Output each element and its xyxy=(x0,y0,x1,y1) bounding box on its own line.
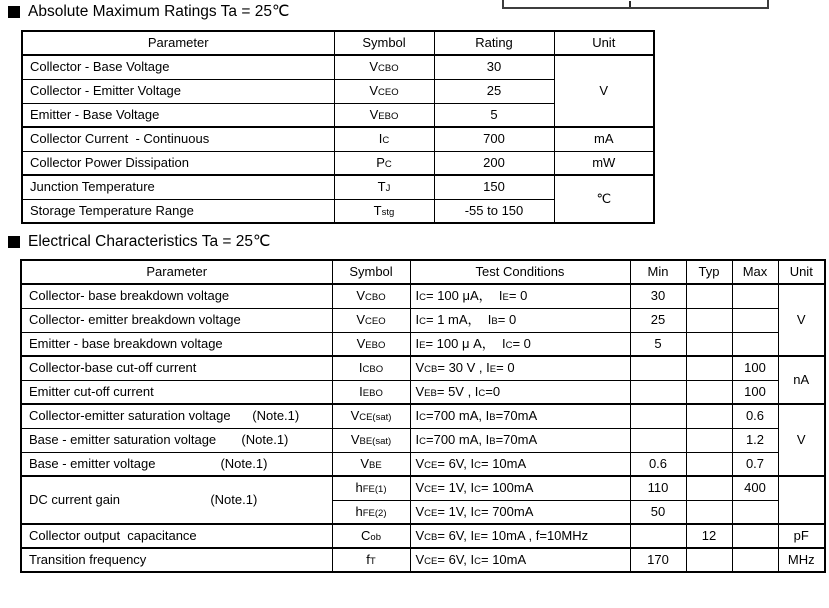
typ-cell: 12 xyxy=(686,524,732,548)
col-header-test-conditions: Test Conditions xyxy=(410,260,630,284)
parameter-cell: Collector- emitter breakdown voltage xyxy=(21,308,332,332)
unit-cell: V xyxy=(554,55,654,127)
rating-cell: 150 xyxy=(434,175,554,199)
symbol-cell: IC xyxy=(334,127,434,151)
table-row xyxy=(21,452,825,476)
test-conditions-cell: IC=700 mA, IB=70mA xyxy=(410,428,630,452)
symbol-cell: VBE(sat) xyxy=(332,428,410,452)
max-cell xyxy=(732,308,778,332)
symbol-cell: Tstg xyxy=(334,199,434,223)
symbol-cell: VEBO xyxy=(334,103,434,127)
max-cell xyxy=(732,332,778,356)
rating-cell: 200 xyxy=(434,151,554,175)
unit-cell: pF xyxy=(778,524,825,548)
max-cell xyxy=(732,524,778,548)
cropped-table-box xyxy=(502,0,769,9)
col-header-rating: Rating xyxy=(434,31,554,55)
min-cell xyxy=(630,428,686,452)
table-row xyxy=(22,127,654,151)
min-cell: 110 xyxy=(630,476,686,500)
rating-cell: -55 to 150 xyxy=(434,199,554,223)
parameter-cell: Collector Power Dissipation xyxy=(22,151,334,175)
typ-cell xyxy=(686,548,732,572)
test-conditions-cell: VCE= 1V, IC= 700mA xyxy=(410,500,630,524)
table-row xyxy=(21,332,825,356)
parameter-cell: Storage Temperature Range xyxy=(22,199,334,223)
symbol-cell: VCEO xyxy=(332,308,410,332)
symbol-cell: VEBO xyxy=(332,332,410,356)
col-header-parameter: Parameter xyxy=(21,260,332,284)
col-header-min: Min xyxy=(630,260,686,284)
symbol-cell: ICBO xyxy=(332,356,410,380)
max-cell: 0.6 xyxy=(732,404,778,428)
symbol-cell: fT xyxy=(332,548,410,572)
symbol-cell: PC xyxy=(334,151,434,175)
table-row xyxy=(22,151,654,175)
symbol-cell: hFE(1) xyxy=(332,476,410,500)
parameter-cell: Collector Current - Continuous xyxy=(22,127,334,151)
table-header-row xyxy=(22,31,654,55)
electrical-characteristics-table xyxy=(20,259,826,573)
max-cell xyxy=(732,284,778,308)
typ-cell xyxy=(686,404,732,428)
unit-cell: V xyxy=(778,284,825,356)
typ-cell xyxy=(686,284,732,308)
test-conditions-cell: IC= 1 mA， IB= 0 xyxy=(410,308,630,332)
rating-cell: 700 xyxy=(434,127,554,151)
table-row xyxy=(21,524,825,548)
unit-cell: V xyxy=(778,404,825,476)
col-header-symbol: Symbol xyxy=(332,260,410,284)
test-conditions-cell: VCE= 6V, IC= 10mA xyxy=(410,548,630,572)
bullet-square-icon xyxy=(8,6,20,18)
max-cell xyxy=(732,548,778,572)
table-row xyxy=(22,175,654,199)
min-cell: 5 xyxy=(630,332,686,356)
max-cell: 1.2 xyxy=(732,428,778,452)
test-conditions-cell: IC= 100 μA， IE= 0 xyxy=(410,284,630,308)
symbol-cell: Cob xyxy=(332,524,410,548)
parameter-cell: DC current gain (Note.1) xyxy=(21,476,332,524)
parameter-cell: Collector - Base Voltage xyxy=(22,55,334,79)
max-cell: 100 xyxy=(732,356,778,380)
min-cell: 50 xyxy=(630,500,686,524)
min-cell xyxy=(630,356,686,380)
col-header-unit: Unit xyxy=(554,31,654,55)
parameter-cell: Junction Temperature xyxy=(22,175,334,199)
table-row xyxy=(21,356,825,380)
typ-cell xyxy=(686,332,732,356)
parameter-cell: Collector - Emitter Voltage xyxy=(22,79,334,103)
typ-cell xyxy=(686,308,732,332)
rating-cell: 30 xyxy=(434,55,554,79)
min-cell xyxy=(630,524,686,548)
symbol-cell: IEBO xyxy=(332,380,410,404)
parameter-cell: Collector output capacitance xyxy=(21,524,332,548)
parameter-cell: Emitter cut-off current xyxy=(21,380,332,404)
symbol-cell: VCEO xyxy=(334,79,434,103)
table-row xyxy=(21,404,825,428)
section-title-text: Electrical Characteristics Ta = 25℃ xyxy=(28,233,271,250)
symbol-cell: VCE(sat) xyxy=(332,404,410,428)
typ-cell xyxy=(686,428,732,452)
typ-cell xyxy=(686,500,732,524)
table-row xyxy=(21,548,825,572)
col-header-typ: Typ xyxy=(686,260,732,284)
symbol-cell: VCBO xyxy=(334,55,434,79)
min-cell: 30 xyxy=(630,284,686,308)
typ-cell xyxy=(686,356,732,380)
max-cell xyxy=(732,500,778,524)
min-cell xyxy=(630,404,686,428)
rating-cell: 5 xyxy=(434,103,554,127)
test-conditions-cell: IE= 100 μ A， IC= 0 xyxy=(410,332,630,356)
col-header-max: Max xyxy=(732,260,778,284)
min-cell: 170 xyxy=(630,548,686,572)
symbol-cell: VBE xyxy=(332,452,410,476)
min-cell: 25 xyxy=(630,308,686,332)
symbol-cell: TJ xyxy=(334,175,434,199)
unit-cell: ℃ xyxy=(554,175,654,223)
table-row xyxy=(21,380,825,404)
symbol-cell: hFE(2) xyxy=(332,500,410,524)
unit-cell xyxy=(778,476,825,524)
test-conditions-cell: VCB= 6V, IE= 10mA , f=10MHz xyxy=(410,524,630,548)
parameter-cell: Transition frequency xyxy=(21,548,332,572)
bullet-square-icon xyxy=(8,236,20,248)
table-row xyxy=(21,284,825,308)
typ-cell xyxy=(686,476,732,500)
typ-cell xyxy=(686,380,732,404)
test-conditions-cell: VCE= 6V, IC= 10mA xyxy=(410,452,630,476)
section-title-text: Absolute Maximum Ratings Ta = 25℃ xyxy=(28,3,290,20)
table-row xyxy=(21,308,825,332)
test-conditions-cell: IC=700 mA, IB=70mA xyxy=(410,404,630,428)
test-conditions-cell: VCE= 1V, IC= 100mA xyxy=(410,476,630,500)
min-cell: 0.6 xyxy=(630,452,686,476)
parameter-cell: Emitter - Base Voltage xyxy=(22,103,334,127)
max-cell: 0.7 xyxy=(732,452,778,476)
abs-max-table xyxy=(21,30,655,224)
max-cell: 400 xyxy=(732,476,778,500)
rating-cell: 25 xyxy=(434,79,554,103)
col-header-symbol: Symbol xyxy=(334,31,434,55)
parameter-cell: Emitter - base breakdown voltage xyxy=(21,332,332,356)
table-header-row xyxy=(21,260,825,284)
table-row xyxy=(21,476,825,500)
section-title-electrical-characteristics xyxy=(8,233,829,251)
col-header-parameter: Parameter xyxy=(22,31,334,55)
unit-cell: MHz xyxy=(778,548,825,572)
parameter-cell: Base - emitter saturation voltage (Note.1) xyxy=(21,428,332,452)
unit-cell: mW xyxy=(554,151,654,175)
typ-cell xyxy=(686,452,732,476)
parameter-cell: Collector-base cut-off current xyxy=(21,356,332,380)
cropped-text-fragment xyxy=(629,1,631,7)
symbol-cell: VCBO xyxy=(332,284,410,308)
max-cell: 100 xyxy=(732,380,778,404)
parameter-cell: Collector-emitter saturation voltage (Note.1) xyxy=(21,404,332,428)
test-conditions-cell: VEB= 5V , IC=0 xyxy=(410,380,630,404)
table-row xyxy=(21,428,825,452)
min-cell xyxy=(630,380,686,404)
unit-cell: nA xyxy=(778,356,825,404)
test-conditions-cell: VCB= 30 V , IE= 0 xyxy=(410,356,630,380)
parameter-cell: Collector- base breakdown voltage xyxy=(21,284,332,308)
unit-cell: mA xyxy=(554,127,654,151)
parameter-cell: Base - emitter voltage (Note.1) xyxy=(21,452,332,476)
table-row xyxy=(22,55,654,79)
col-header-unit: Unit xyxy=(778,260,825,284)
